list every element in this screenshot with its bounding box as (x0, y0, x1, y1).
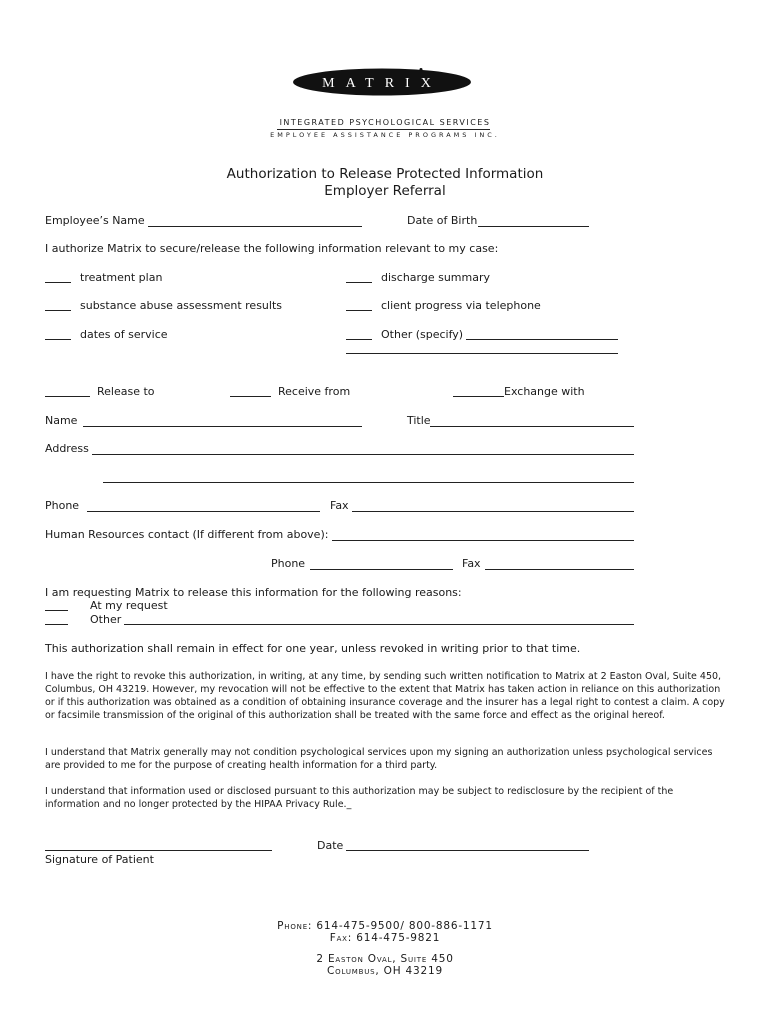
condition-paragraph: I understand that Matrix generally may not condition psychological services upon my signing an authorization unless psychological services are provided to me for the purpose of creating health information for a third party. (45, 747, 713, 771)
hr-contact-label: Human Resources contact (If different from above): (45, 528, 329, 541)
discharge-summary-checkline[interactable] (346, 282, 372, 283)
hr-fax-label: Fax (462, 557, 481, 570)
matrix-logo (292, 68, 472, 96)
name-field[interactable] (83, 426, 362, 427)
employee-name-field[interactable] (148, 226, 362, 227)
substance-abuse-checkline[interactable] (45, 310, 71, 311)
title-label: Title (407, 414, 431, 427)
signature-field[interactable] (45, 850, 272, 851)
header-divider (277, 129, 490, 130)
footer-phone: Phone: 614-475-9500/ 800-886-1171 (277, 920, 493, 932)
signature-label: Signature of Patient (45, 853, 154, 866)
reasons-intro: I am requesting Matrix to release this information for the following reasons: (45, 586, 462, 599)
receive-from-label: Receive from (278, 385, 351, 398)
at-request-label: At my request (90, 599, 168, 612)
other-reason-checkline[interactable] (45, 624, 68, 625)
date-label: Date (317, 839, 344, 852)
effect-statement: This authorization shall remain in effect for one year, unless revoked in writing prior to that time. (45, 642, 581, 655)
date-of-birth-label: Date of Birth (407, 214, 478, 227)
footer-address-2: Columbus, OH 43219 (327, 965, 443, 977)
phone-field[interactable] (87, 511, 320, 512)
other-specify-label: Other (specify) (381, 328, 464, 341)
redisclosure-paragraph: I understand that information used or disclosed pursuant to this authorization may be subject to redisclosure by the recipient of the information and no longer protected by the HIPAA Privacy Rule._ (45, 786, 674, 810)
authorize-statement: I authorize Matrix to secure/release the following information relevant to my case: (45, 242, 499, 255)
other-specify-field[interactable] (466, 339, 618, 340)
hr-phone-label: Phone (271, 557, 306, 570)
substance-abuse-label: substance abuse assessment results (80, 299, 282, 312)
footer-address-1: 2 Easton Oval, Suite 450 (316, 953, 454, 965)
address-label: Address (45, 442, 89, 455)
footer-fax: Fax: 614-475-9821 (329, 932, 441, 944)
other-specify-checkline[interactable] (346, 339, 372, 340)
header-subtitle-2: EMPLOYEE ASSISTANCE PROGRAMS INC. (270, 131, 500, 139)
revoke-paragraph: I have the right to revoke this authorization, in writing, at any time, by sending such written notification to Matrix at 2 Easton Oval, Suite 450, Columbus, OH 43219. However, my revocation will not be effective to the extent that Matrix has taken action in reliance on this authorization or if this authorization was obtained as a condition of obtaining insurance coverage and the insurer has a legal right to contest a claim. A copy or facsimile transmission of the original of this authorization shall be treated with the same force and effect as the original hereof. (45, 671, 725, 721)
logo-text: MATRIX (322, 76, 442, 91)
address-field-2[interactable] (103, 482, 634, 483)
header-subtitle-1: INTEGRATED PSYCHOLOGICAL SERVICES (279, 118, 491, 127)
fax-field[interactable] (352, 511, 634, 512)
exchange-with-label: Exchange with (504, 385, 585, 398)
form-subtitle: Employer Referral (324, 183, 446, 199)
exchange-with-checkline[interactable] (453, 396, 504, 397)
treatment-plan-label: treatment plan (80, 271, 163, 284)
other-specify-field-2[interactable] (346, 353, 618, 354)
release-to-label: Release to (97, 385, 155, 398)
release-to-checkline[interactable] (45, 396, 90, 397)
signature-date-field[interactable] (346, 850, 589, 851)
fax-label: Fax (330, 499, 349, 512)
address-field[interactable] (92, 454, 634, 455)
treatment-plan-checkline[interactable] (45, 282, 71, 283)
phone-label: Phone (45, 499, 80, 512)
other-reason-label: Other (90, 613, 122, 626)
hr-fax-field[interactable] (485, 569, 634, 570)
form-title: Authorization to Release Protected Information (226, 166, 544, 182)
name-label: Name (45, 414, 78, 427)
title-field[interactable] (430, 426, 634, 427)
dates-of-service-checkline[interactable] (45, 339, 71, 340)
client-progress-label: client progress via telephone (381, 299, 541, 312)
hr-phone-field[interactable] (310, 569, 453, 570)
other-reason-field[interactable] (124, 624, 634, 625)
date-of-birth-field[interactable] (478, 226, 589, 227)
receive-from-checkline[interactable] (230, 396, 271, 397)
dates-of-service-label: dates of service (80, 328, 168, 341)
at-request-checkline[interactable] (45, 610, 68, 611)
hr-contact-field[interactable] (332, 540, 634, 541)
discharge-summary-label: discharge summary (381, 271, 491, 284)
employee-name-label: Employee’s Name (45, 214, 145, 227)
client-progress-checkline[interactable] (346, 310, 372, 311)
